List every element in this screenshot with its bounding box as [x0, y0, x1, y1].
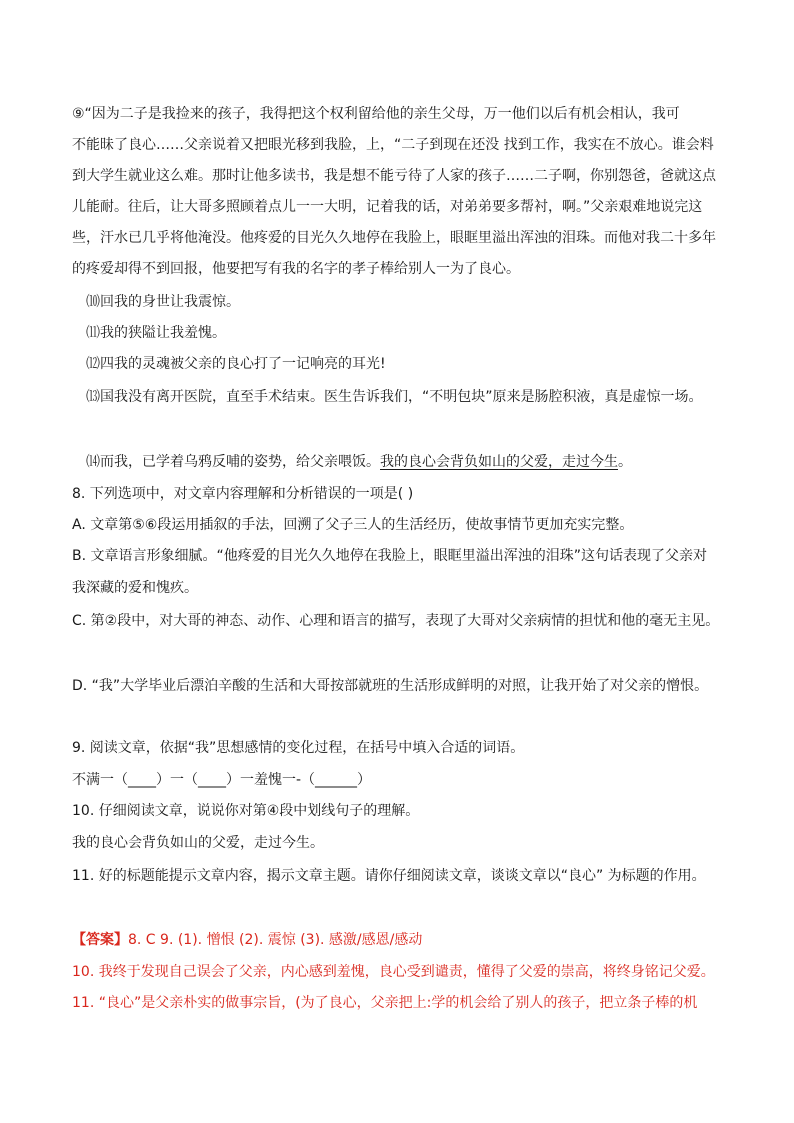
- passage-p9-line-4: 儿能耐。往后，让大哥多照顾着点儿一一大明，记着我的话，对弟弟要多帮衬，啊。”父亲艰难地说完这: [72, 199, 703, 215]
- passage-p9-line-5: 些，汗水已几乎将他淹没。他疼爱的目光久久地停在我脸上，眼眶里溢出浑浊的泪珠。而他对我二十多年: [72, 230, 716, 246]
- passage-p14-text: ⒁而我，已学着乌鸦反哺的姿势，给父亲喂饭。: [86, 454, 380, 470]
- question-8-option-a: A. 文章第⑤⑥段运用插叙的手法，回溯了父子三人的生活经历，使故事情节更加充实完整。: [72, 517, 634, 533]
- passage-p9-line-1: ⑨“因为二子是我捡来的孩子，我得把这个权利留给他的亲生父母，万一他们以后有机会相认，我可: [72, 106, 680, 122]
- answer-line-2: 10. 我终于发现自己误会了父亲，内心感到羞愧，良心受到谴责，懂得了父爱的崇高，将终身铭记父爱。: [72, 964, 715, 980]
- answer-tag: 【答案】: [72, 932, 128, 948]
- passage-p13: ⒀国我没有离开医院，直至手术结束。医生告诉我们，“不明包块”原来是肠腔积液，真是虚惊一场。: [86, 389, 703, 405]
- question-10-quote: 我的良心会背负如山的父爱，走过今生。: [72, 835, 324, 851]
- passage-p14-end: 。: [618, 454, 632, 470]
- question-8-option-b-line-2: 我深藏的爱和愧疚。: [72, 580, 198, 596]
- answer-line-1: [72, 930, 722, 950]
- passage-p12: ⑿四我的灵魂被父亲的良心打了一记响亮的耳光!: [86, 356, 386, 372]
- passage-p9-line-6: 的疼爱却得不到回报，他要把写有我的名字的孝子棒给别人一为了良心。: [72, 261, 520, 277]
- question-9-blanks: 不满一（____）一（____）一羞愧一-（______）: [72, 772, 372, 788]
- question-8-stem: 8. 下列选项中，对文章内容理解和分析错误的一项是( ): [72, 486, 414, 502]
- question-9-stem: 9. 阅读文章，依据“我”思想感情的变化过程，在括号中填入合适的词语。: [72, 740, 525, 756]
- underlined-sentence: 我的良心会背负如山的父爱，走过今生: [380, 454, 618, 470]
- question-10-stem: 10. 仔细阅读文章，说说你对第④段中划线句子的理解。: [72, 803, 420, 819]
- passage-p11: ⑾我的狭隘让我羞愧。: [86, 325, 226, 341]
- passage-p10: ⑽回我的身世让我震惊。: [86, 294, 240, 310]
- answer-line-3: 11. “良心”是父亲朴实的做事宗旨，(为了良心，父亲把上:学的机会给了别人的孩子，把立条子棒的机: [72, 995, 698, 1011]
- passage-p14: [86, 452, 736, 472]
- answer-8-9: 8. C 9. (1). 憎恨 (2). 震惊 (3). 感激/感恩/感动: [128, 932, 423, 948]
- question-8-option-b-line-1: B. 文章语言形象细腻。“他疼爱的目光久久地停在我脸上，眼眶里溢出浑浊的泪珠”这句话表现了父亲对: [72, 548, 708, 564]
- question-11-stem: 11. 好的标题能提示文章内容，揭示文章主题。请你仔细阅读文章，谈谈文章以“良心” 为标题的作用。: [72, 868, 706, 884]
- question-8-option-d: D. “我”大学毕业后漂泊辛酸的生活和大哥按部就班的生活形成鲜明的对照，让我开始了对父亲的憎恨。: [72, 678, 709, 694]
- passage-p9-line-3: 到大学生就业这么难。那时让他多读书，我是想不能亏待了人家的孩子……二子啊，你别怨爸，爸就这点: [72, 168, 716, 184]
- question-8-option-c: C. 第②段中，对大哥的神态、动作、心理和语言的描写，表现了大哥对父亲病情的担忧和他的毫无主见。: [72, 613, 720, 629]
- passage-p9-line-2: 不能昧了良心……父亲说着又把眼光移到我脸，上，“二子到现在还没 找到工作，我实在不放心。谁会料: [72, 137, 714, 153]
